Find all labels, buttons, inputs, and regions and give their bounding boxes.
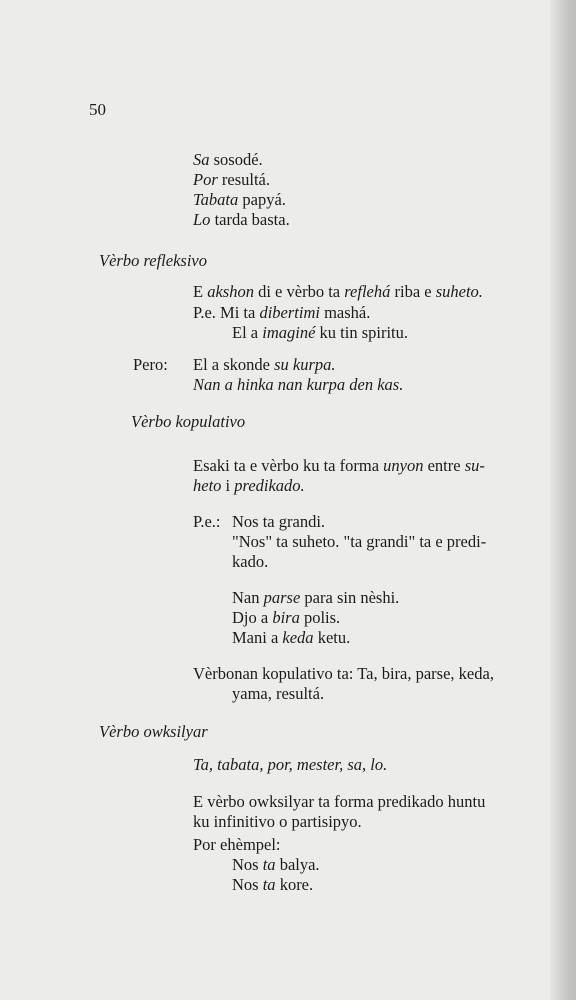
text-line: Por ehèmpel: [193, 835, 281, 854]
pe-label: P.e.: [193, 512, 221, 531]
text-line: Nos ta balya. [232, 855, 320, 874]
text-line: ku infinitivo o partisipyo. [193, 812, 362, 831]
page-number: 50 [89, 100, 106, 119]
text-line: heto i predikado. [193, 476, 305, 495]
text-line: Esaki ta e vèrbo ku ta forma unyon entre su- [193, 456, 485, 475]
text-line: Nan parse para sin nèshi. [232, 588, 400, 607]
text-line: Djo a bira polis. [232, 608, 341, 627]
text-line: Nos ta kore. [232, 875, 314, 894]
section-heading-owksilyar: Vèrbo owksilyar [99, 722, 208, 741]
text-line: P.e. Mi ta dibertimi mashá. [193, 303, 371, 322]
text-line: Nan a hinka nan kurpa den kas. [193, 375, 404, 394]
text-line: El a imaginé ku tin spiritu. [232, 323, 409, 342]
text-line: Sa sosodé. [193, 150, 263, 169]
text-line: Mani a keda ketu. [232, 628, 351, 647]
section-heading-refleksivo: Vèrbo refleksivo [99, 251, 207, 270]
text-line: Tabata papyá. [193, 190, 286, 209]
text-line: yama, resultá. [232, 684, 325, 703]
text-line: Vèrbonan kopulativo ta: Ta, bira, parse, keda, [193, 664, 494, 683]
text-line: Nos ta grandi. [232, 512, 326, 531]
text-line: Por resultá. [193, 170, 270, 189]
text-line: E vèrbo owksilyar ta forma predikado huntu [193, 792, 486, 811]
text-line: El a skonde su kurpa. [193, 355, 336, 374]
section-heading-kopulativo: Vèrbo kopulativo [131, 412, 246, 431]
text-line: Lo tarda basta. [193, 210, 290, 229]
text-line: E akshon di e vèrbo ta reflehá riba e suheto. [193, 282, 483, 301]
pero-label: Pero: [133, 355, 168, 374]
text-line: kado. [232, 552, 269, 571]
text-line: Ta, tabata, por, mester, sa, lo. [193, 755, 388, 774]
text-line: "Nos" ta suheto. "ta grandi" ta e predi- [232, 532, 487, 551]
book-spine-shadow [550, 0, 576, 1000]
